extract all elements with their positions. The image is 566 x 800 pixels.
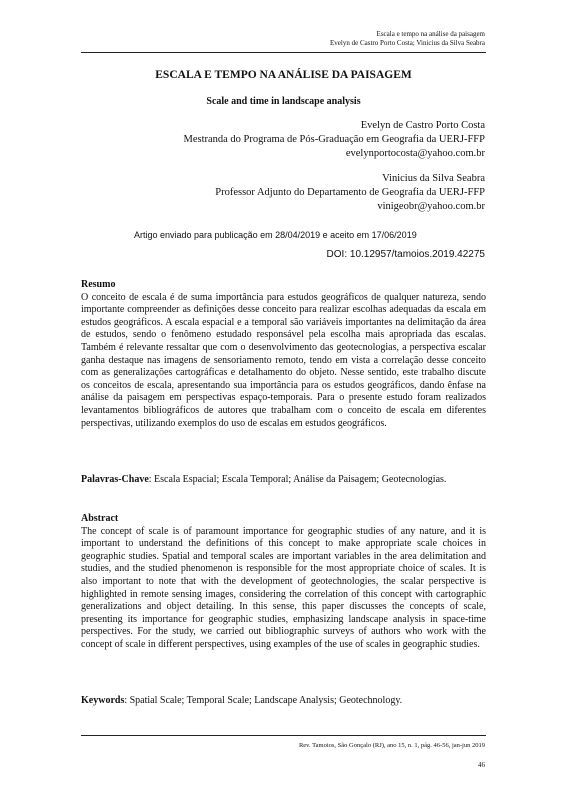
abstract-section bbox=[81, 513, 486, 652]
author-block-2 bbox=[215, 172, 485, 214]
author-name: Vinicius da Silva Seabra bbox=[382, 173, 485, 184]
footer-rule bbox=[81, 735, 486, 736]
author-name: Evelyn de Castro Porto Costa bbox=[360, 120, 485, 131]
doi: DOI: 10.12957/tamoios.2019.42275 bbox=[326, 249, 485, 260]
submission-dates: Artigo enviado para publicação em 28/04/2019 e aceito em 17/06/2019 bbox=[134, 230, 417, 240]
header-rule bbox=[81, 52, 486, 53]
abstract-text: The concept of scale is of paramount importance for geographic studies of any nature, and it is important to understand the definitions of this concept to make appropriate scale choices in geographic studies. Spatial and temporal scales are important variables in the area delimitation and studies, and the studied phenomenon is responsible for the most appropriate choice of scales. It is also important to note that with the development of geotechnologies, the scalar perspective is highlighted in remote sensing images, considering the correlation of this concept with cartographic generalizations and object detailing. In this sense, this paper discusses the concepts of scale, presenting its importance for geographic studies, emphasizing landscape analysis in space-time perspectives. For the study, we carried out bibliographic surveys of authors who work with the concept of scale in different perspectives, using examples of the use of scales in geographic studies. bbox=[81, 525, 486, 650]
resumo-text: O conceito de escala é de suma importância para estudos geográficos de qualquer natureza, sendo importante compreender as definições desse conceito para realizar escolhas adequadas da escala em estudos geográficos. A escala espacial e a temporal são variáveis importantes na delimitação da área de estudos, sendo o fenômeno estudado responsável pela escolha mais apropriada das escalas. Também é relevante ressaltar que com o desenvolvimento das geotecnologias, a perspectiva escalar ganha destaque nas imagens de sensoriamento remoto, tendo em vista a correlação desse conceito com as generalizações cartográficas e detalhamento do objeto. Nesse sentido, este trabalho discute os conceitos de escala, apresentando sua importância para os estudos geográficos, dando ênfase na análise da paisagem em perspectivas espaço-temporais. Para o presente estudo foram realizados levantamentos bibliográficos de autores que trabalham com o conceito de escala em diferentes perspectivas, utilizando exemplos do uso de escalas em estudos geográficos. bbox=[81, 291, 486, 429]
resumo-heading: Resumo bbox=[81, 279, 116, 290]
author-affiliation: Professor Adjunto do Departamento de Geografia da UERJ-FFP bbox=[215, 187, 485, 198]
author-email: vinigeobr@yahoo.com.br bbox=[377, 201, 485, 212]
running-head bbox=[330, 30, 485, 48]
resumo-section bbox=[81, 279, 486, 430]
author-affiliation: Mestranda do Programa de Pós-Graduação em Geografia da UERJ-FFP bbox=[183, 134, 485, 145]
author-block-1 bbox=[183, 119, 485, 161]
running-head-title: Escala e tempo na análise da paisagem bbox=[376, 30, 485, 38]
author-email: evelynportocosta@yahoo.com.br bbox=[345, 148, 485, 159]
page-number: 46 bbox=[478, 761, 485, 769]
keywords-label: Keywords bbox=[81, 695, 125, 706]
keywords bbox=[81, 695, 486, 708]
abstract-heading: Abstract bbox=[81, 513, 119, 524]
palavras-chave-text: : Escala Espacial; Escala Temporal; Análise da Paisagem; Geotecnologias. bbox=[148, 474, 447, 485]
palavras-chave-label: Palavras-Chave bbox=[81, 474, 149, 485]
journal-footer: Rev. Tamoios, São Gonçalo (RJ), ano 15, n. 1, pág. 46-56, jan-jun 2019 bbox=[298, 742, 485, 749]
article-subtitle: Scale and time in landscape analysis bbox=[206, 96, 361, 107]
running-head-authors: Evelyn de Castro Porto Costa; Vinicius da Silva Seabra bbox=[330, 39, 485, 47]
palavras-chave bbox=[81, 474, 486, 487]
article-title: ESCALA E TEMPO NA ANÁLISE DA PAISAGEM bbox=[155, 69, 412, 81]
keywords-text: : Spatial Scale; Temporal Scale; Landscape Analysis; Geotechnology. bbox=[124, 695, 403, 706]
